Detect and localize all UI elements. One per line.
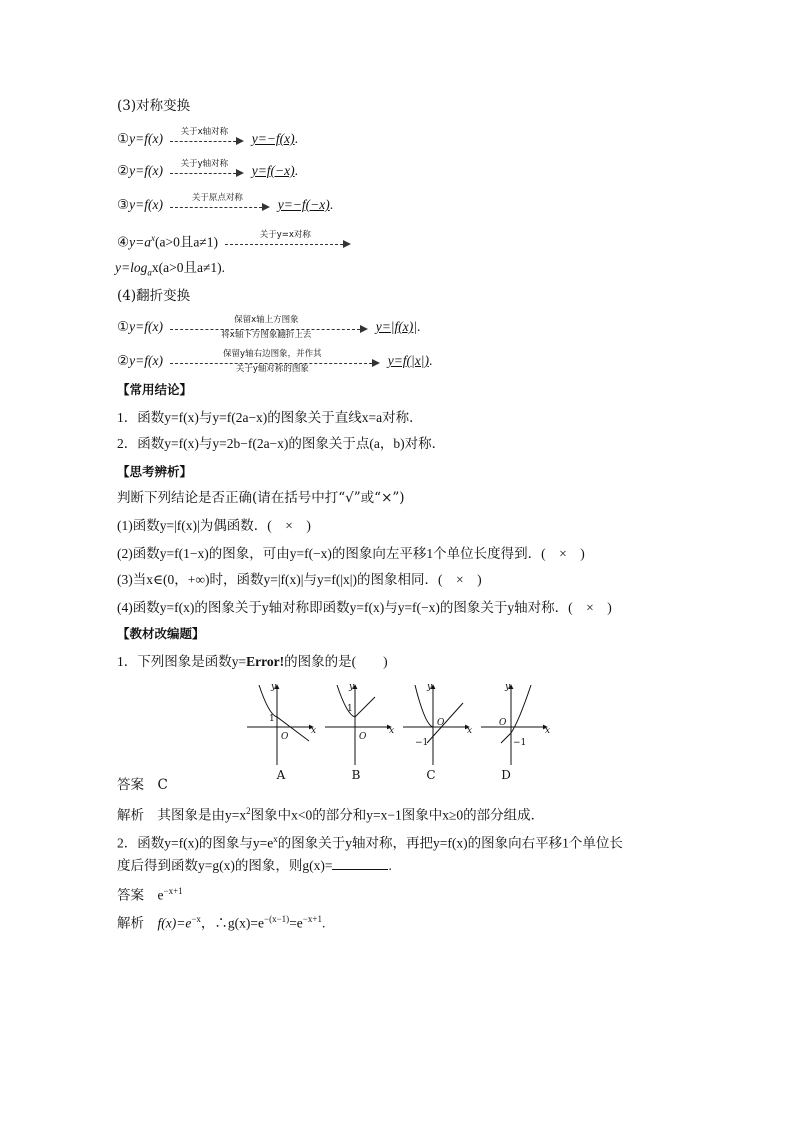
discuss-intro: 判断下列结论是否正确(请在括号中打“√”或“×”) <box>117 490 405 506</box>
graph-c <box>403 682 472 765</box>
origin-label: O <box>359 732 367 742</box>
choice-label-c: C <box>426 768 436 782</box>
flip-title: (4)翻折变换 <box>117 288 191 304</box>
sym-rule-4-result: $y=\log_ax(a>0$且a≠1). <box>115 260 225 278</box>
origin-label: O <box>499 718 507 728</box>
question-1: 1．下列图象是函数y=Error!的图象的是( ) <box>117 654 388 669</box>
choice-label-a: A <box>276 768 286 782</box>
graph-a <box>247 682 316 765</box>
tick-label: −1 <box>415 738 429 748</box>
axis-label-y: y <box>271 682 277 692</box>
question-2-line-2: 度后得到函数y=g(x)的图象，则g(x)= . <box>117 855 392 876</box>
answer-1: 答案 C <box>117 777 168 793</box>
discuss-heading: 【思考辨析】 <box>117 464 193 479</box>
arrow-icon: 保留y轴右边图象，并作其 关于y轴对称的图象 <box>170 350 380 374</box>
origin-label: O <box>281 732 289 742</box>
conclusion-item: 1．函数y=f(x)与y=f(2a−x)的图象关于直线x=a对称． <box>117 410 423 425</box>
analysis-2: 解析 $f(x)=e^{-x}$，$\therefore g(x)=e^{-(x-1)}=e^{-x+1}$. <box>117 914 326 931</box>
tick-label: 1 <box>269 714 275 724</box>
conclusion-item: 2．函数y=f(x)与y=2b−f(2a−x)的图象关于点(a，b)对称． <box>117 436 446 451</box>
axis-label-x: x <box>311 726 317 736</box>
arrow-icon: 关于y轴对称 <box>170 160 244 184</box>
arrow-icon: 关于x轴对称 <box>170 128 244 152</box>
graph-d <box>481 682 550 765</box>
discuss-item: (1)函数y=|f(x)|为偶函数．( × ) <box>117 518 311 533</box>
answer-blank[interactable] <box>332 855 388 870</box>
tick-label: −1 <box>513 738 527 748</box>
choice-graphs <box>245 681 551 767</box>
arrow-icon: 关于y=x对称 <box>225 231 351 255</box>
question-2-line-1: 2．函数y=f(x)的图象与$y=e^x$的图象关于y轴对称，再把y=f(x)的图象向右平移1个单位长 <box>117 834 623 851</box>
discuss-item: (3)当x∈(0，+∞)时，函数y=|f(x)|与y=f(|x|)的图象相同．( × ) <box>117 572 482 587</box>
axis-label-y: y <box>505 682 511 692</box>
conclusions-heading: 【常用结论】 <box>117 382 193 397</box>
sym-rule-3: ③y=f(x) 关于原点对称 y=−f(−x). <box>117 194 333 218</box>
tick-label: 1 <box>347 704 353 714</box>
graph-b <box>325 682 394 765</box>
flip-rule-2: ②y=f(x) 保留y轴右边图象，并作其 关于y轴对称的图象 y=f(|x|). <box>117 349 433 374</box>
axis-label-x: x <box>467 726 473 736</box>
flip-rule-1: ①y=f(x) 保留x轴上方图象 将x轴下方图象翻折上去 y=|f(x)|. <box>117 315 421 340</box>
sym-rule-1: ①y=f(x) 关于x轴对称 y=−f(x). <box>117 128 298 152</box>
choice-label-b: B <box>351 768 361 782</box>
axis-label-y: y <box>427 682 433 692</box>
axis-label-y: y <box>349 682 355 692</box>
symmetry-title: (3)对称变换 <box>117 98 191 114</box>
textbook-heading: 【教材改编题】 <box>117 626 205 641</box>
axis-label-x: x <box>389 726 395 736</box>
arrow-icon: 保留x轴上方图象 将x轴下方图象翻折上去 <box>170 316 368 340</box>
discuss-item: (2)函数y=f(1−x)的图象，可由y=f(−x)的图象向左平移1个单位长度得到．( × ) <box>117 546 585 561</box>
sym-rule-4: $④y=a^x(a>0$且a≠1) 关于y=x对称 <box>117 228 355 255</box>
origin-label: O <box>437 718 445 728</box>
sym-rule-2: ②y=f(x) 关于y轴对称 y=f(−x). <box>117 160 298 184</box>
analysis-1: 解析 其图象是由$y=x^2$图象中x<0的部分和y=x−1图象中x≥0的部分组成． <box>117 806 545 823</box>
choice-label-d: D <box>501 768 511 782</box>
axis-label-x: x <box>545 726 551 736</box>
answer-2: 答案 $e^{-x+1}$ <box>117 886 183 903</box>
discuss-item: (4)函数y=f(x)的图象关于y轴对称即函数y=f(x)与y=f(−x)的图象关于y轴对称．( × ) <box>117 600 612 615</box>
arrow-icon: 关于原点对称 <box>170 194 270 218</box>
